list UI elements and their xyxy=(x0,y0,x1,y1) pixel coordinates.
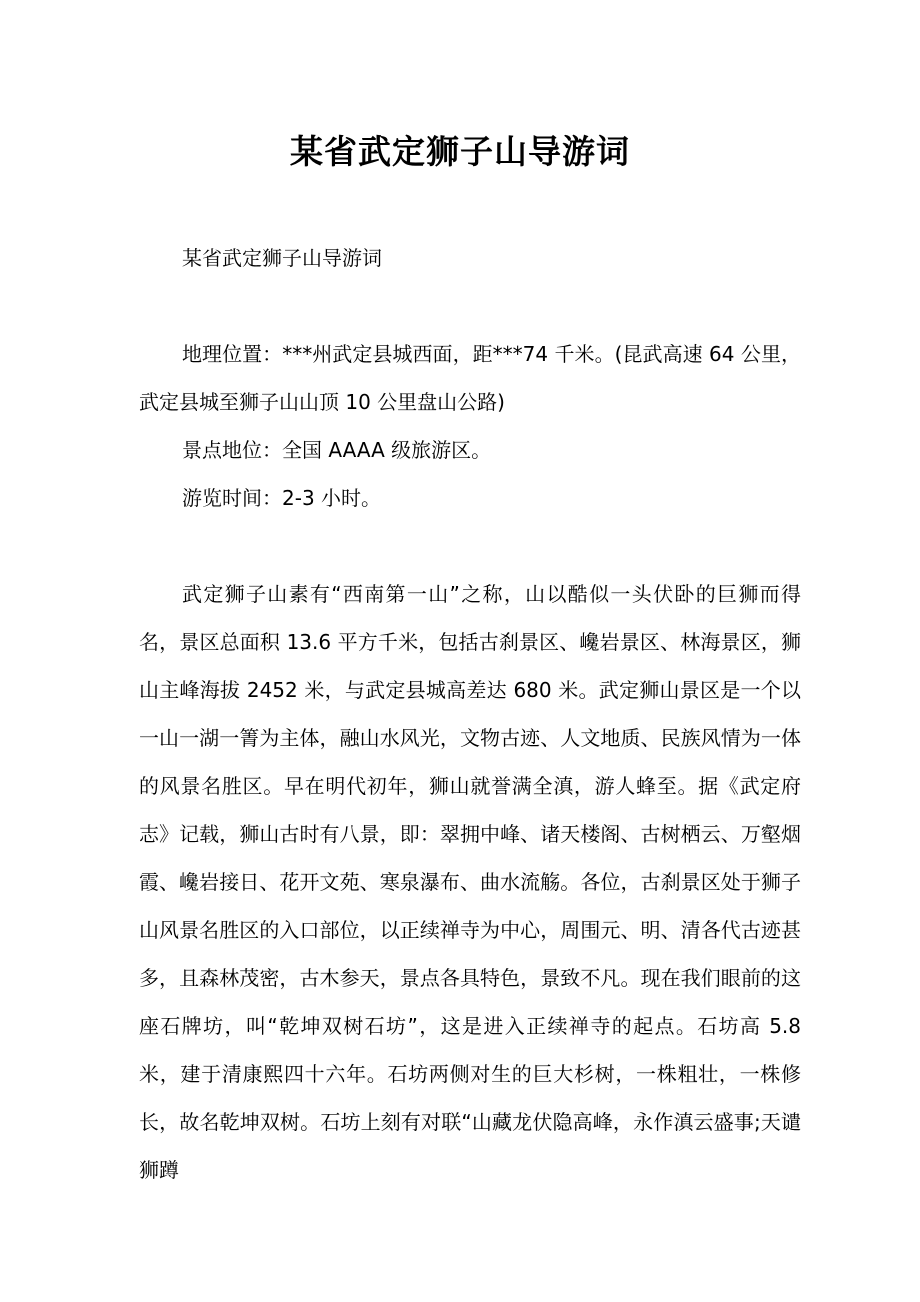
intro-paragraph: 武定狮子山素有“西南第一山”之称，山以酷似一头伏卧的巨狮而得名，景区总面积 13.6 平方千米，包括古刹景区、巉岩景区、林海景区，狮山主峰海拔 2452 米，与武定县城高差达 680 米。武定狮山景区是一个以一山一湖一箐为主体，融山水风光，文物古迹、人文地质、民族风情为一体的风景名胜区。早在明代初年，狮山就誉满全滇，游人蜂至。据《武定府志》记载，狮山古时有八景，即：翠拥中峰、诸天楼阁、古树栖云、万壑烟霞、巉岩接日、花开文苑、寒泉瀑布、曲水流觞。各位，古刹景区处于狮子山风景名胜区的入口部位，以正续禅寺为中心，周围元、明、清各代古迹甚多，且森林茂密，古木参天，景点各具特色，景致不凡。现在我们眼前的这座石牌坊，叫“乾坤双树石坊”，这是进入正续禅寺的起点。石坊高 5.8 米，建于清康熙四十六年。石坊两侧对生的巨大杉树，一株粗壮，一株修长，故名乾坤双树。石坊上刻有对联“山藏龙伏隐高峰，永作滇云盛事;天谴狮蹲 xyxy=(139,582,801,1182)
document-title: 某省武定狮子山导游词 xyxy=(290,132,630,171)
location-paragraph: 地理位置：***州武定县城西面，距***74 千米。(昆武高速 64 公里，武定县城至狮子山山顶 10 公里盘山公路) xyxy=(139,342,801,414)
visit-time-paragraph: 游览时间：2-3 小时。 xyxy=(182,486,382,510)
scenic-level-paragraph: 景点地位：全国 AAAA 级旅游区。 xyxy=(182,438,492,462)
document-subtitle: 某省武定狮子山导游词 xyxy=(182,246,382,270)
